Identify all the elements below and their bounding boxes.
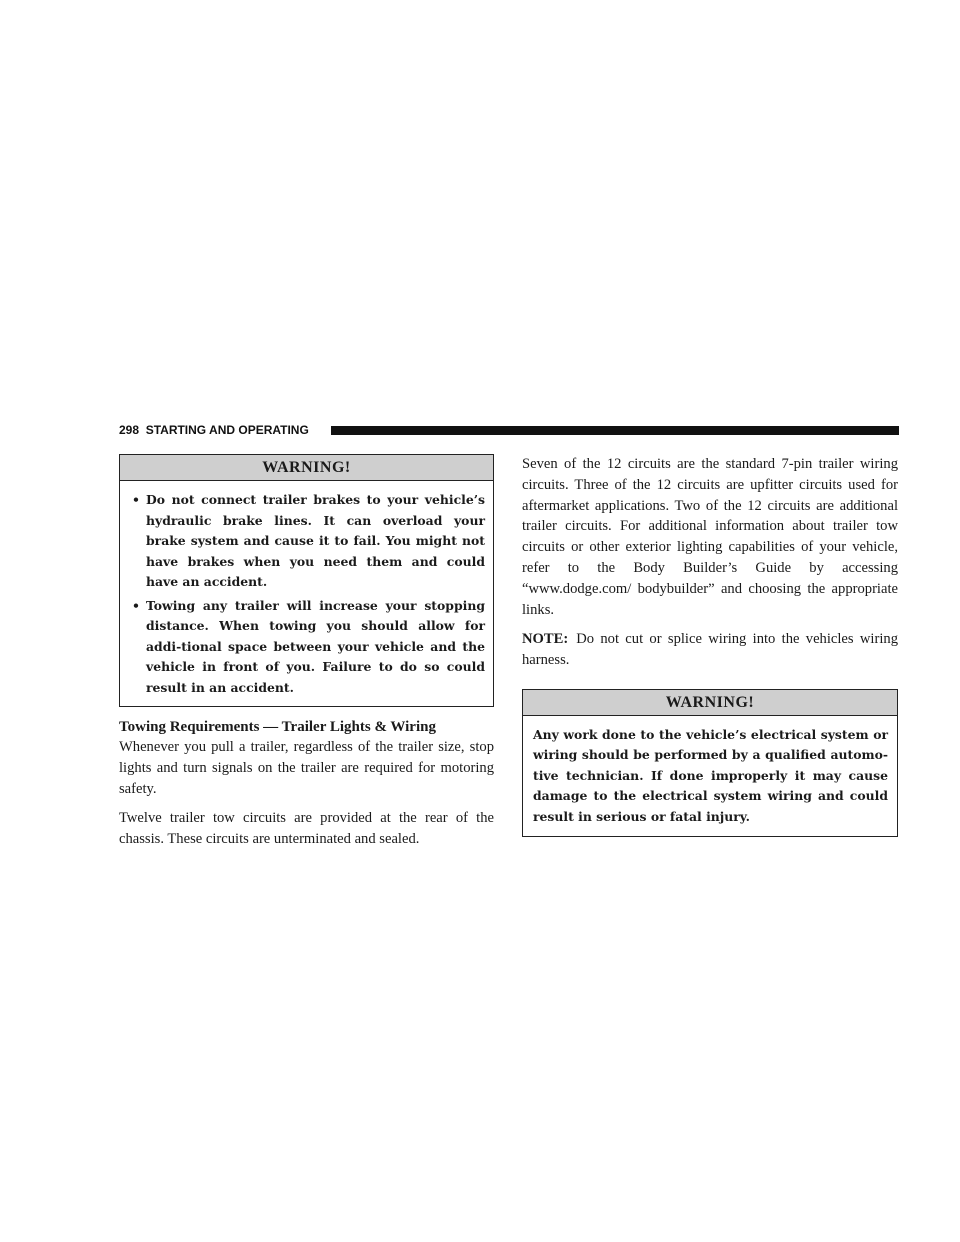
note-label: NOTE: bbox=[522, 631, 569, 648]
warning-bullet bbox=[130, 596, 485, 699]
bullet-icon: • bbox=[132, 492, 140, 507]
body-paragraph: Whenever you pull a trailer, regardless of the trailer size, stop lights and turn signals on the trailer are required for motoring safety. bbox=[119, 739, 494, 797]
note-paragraph bbox=[522, 629, 898, 671]
note-text: Do not cut or splice wiring into the vehicles wiring harness. bbox=[522, 631, 898, 669]
section-title: STARTING AND OPERATING bbox=[145, 423, 309, 437]
section-heading: Towing Requirements — Trailer Lights & Wiring bbox=[119, 719, 436, 735]
page-header bbox=[119, 422, 899, 438]
warning-title: WARNING! bbox=[120, 455, 493, 481]
right-column bbox=[522, 454, 898, 837]
page-number: 298 bbox=[119, 423, 140, 437]
warning-body: Any work done to the vehicle’s electrical system or wiring should be performed by a qualified automo-tive technician. If done improperly it may cause damage to the electrical system wiring and could result in serious or fatal injury. bbox=[533, 726, 888, 824]
warning-bullet bbox=[130, 490, 485, 593]
body-paragraph: Twelve trailer tow circuits are provided at the rear of the chassis. These circuits are unterminated and sealed. bbox=[119, 810, 494, 848]
header-rule bbox=[331, 426, 899, 435]
warning-bullet-text: Towing any trailer will increase your stopping distance. When towing you should allow for addi-tional space between your vehicle and the vehicle in front of you. Failure to do so could result in an accident. bbox=[146, 597, 485, 695]
warning-body bbox=[120, 481, 493, 706]
warning-box-right bbox=[522, 689, 898, 838]
warning-title: WARNING! bbox=[523, 690, 897, 716]
warning-box-left bbox=[119, 454, 494, 707]
left-column bbox=[119, 454, 494, 859]
warning-bullet-text: Do not connect trailer brakes to your vehicle’s hydraulic brake lines. It can overload your brake system and cause it to fail. You might not have brakes when you need them and could have an accident. bbox=[146, 492, 485, 589]
header-text bbox=[119, 422, 309, 438]
body-paragraph: Seven of the 12 circuits are the standard 7-pin trailer wiring circuits. Three of the 12 circuits are upfitter circuits used for aftermarket applications. Two of the 12 circuits are additional trailer circuits. For additional information about trailer tow circuits or other exterior lighting capabilities of your vehicle, refer to the Body Builder’s Guide by accessing “www.dodge.com/ bodybuilder” and choosing the appropriate links. bbox=[522, 456, 898, 618]
bullet-icon: • bbox=[132, 597, 140, 613]
